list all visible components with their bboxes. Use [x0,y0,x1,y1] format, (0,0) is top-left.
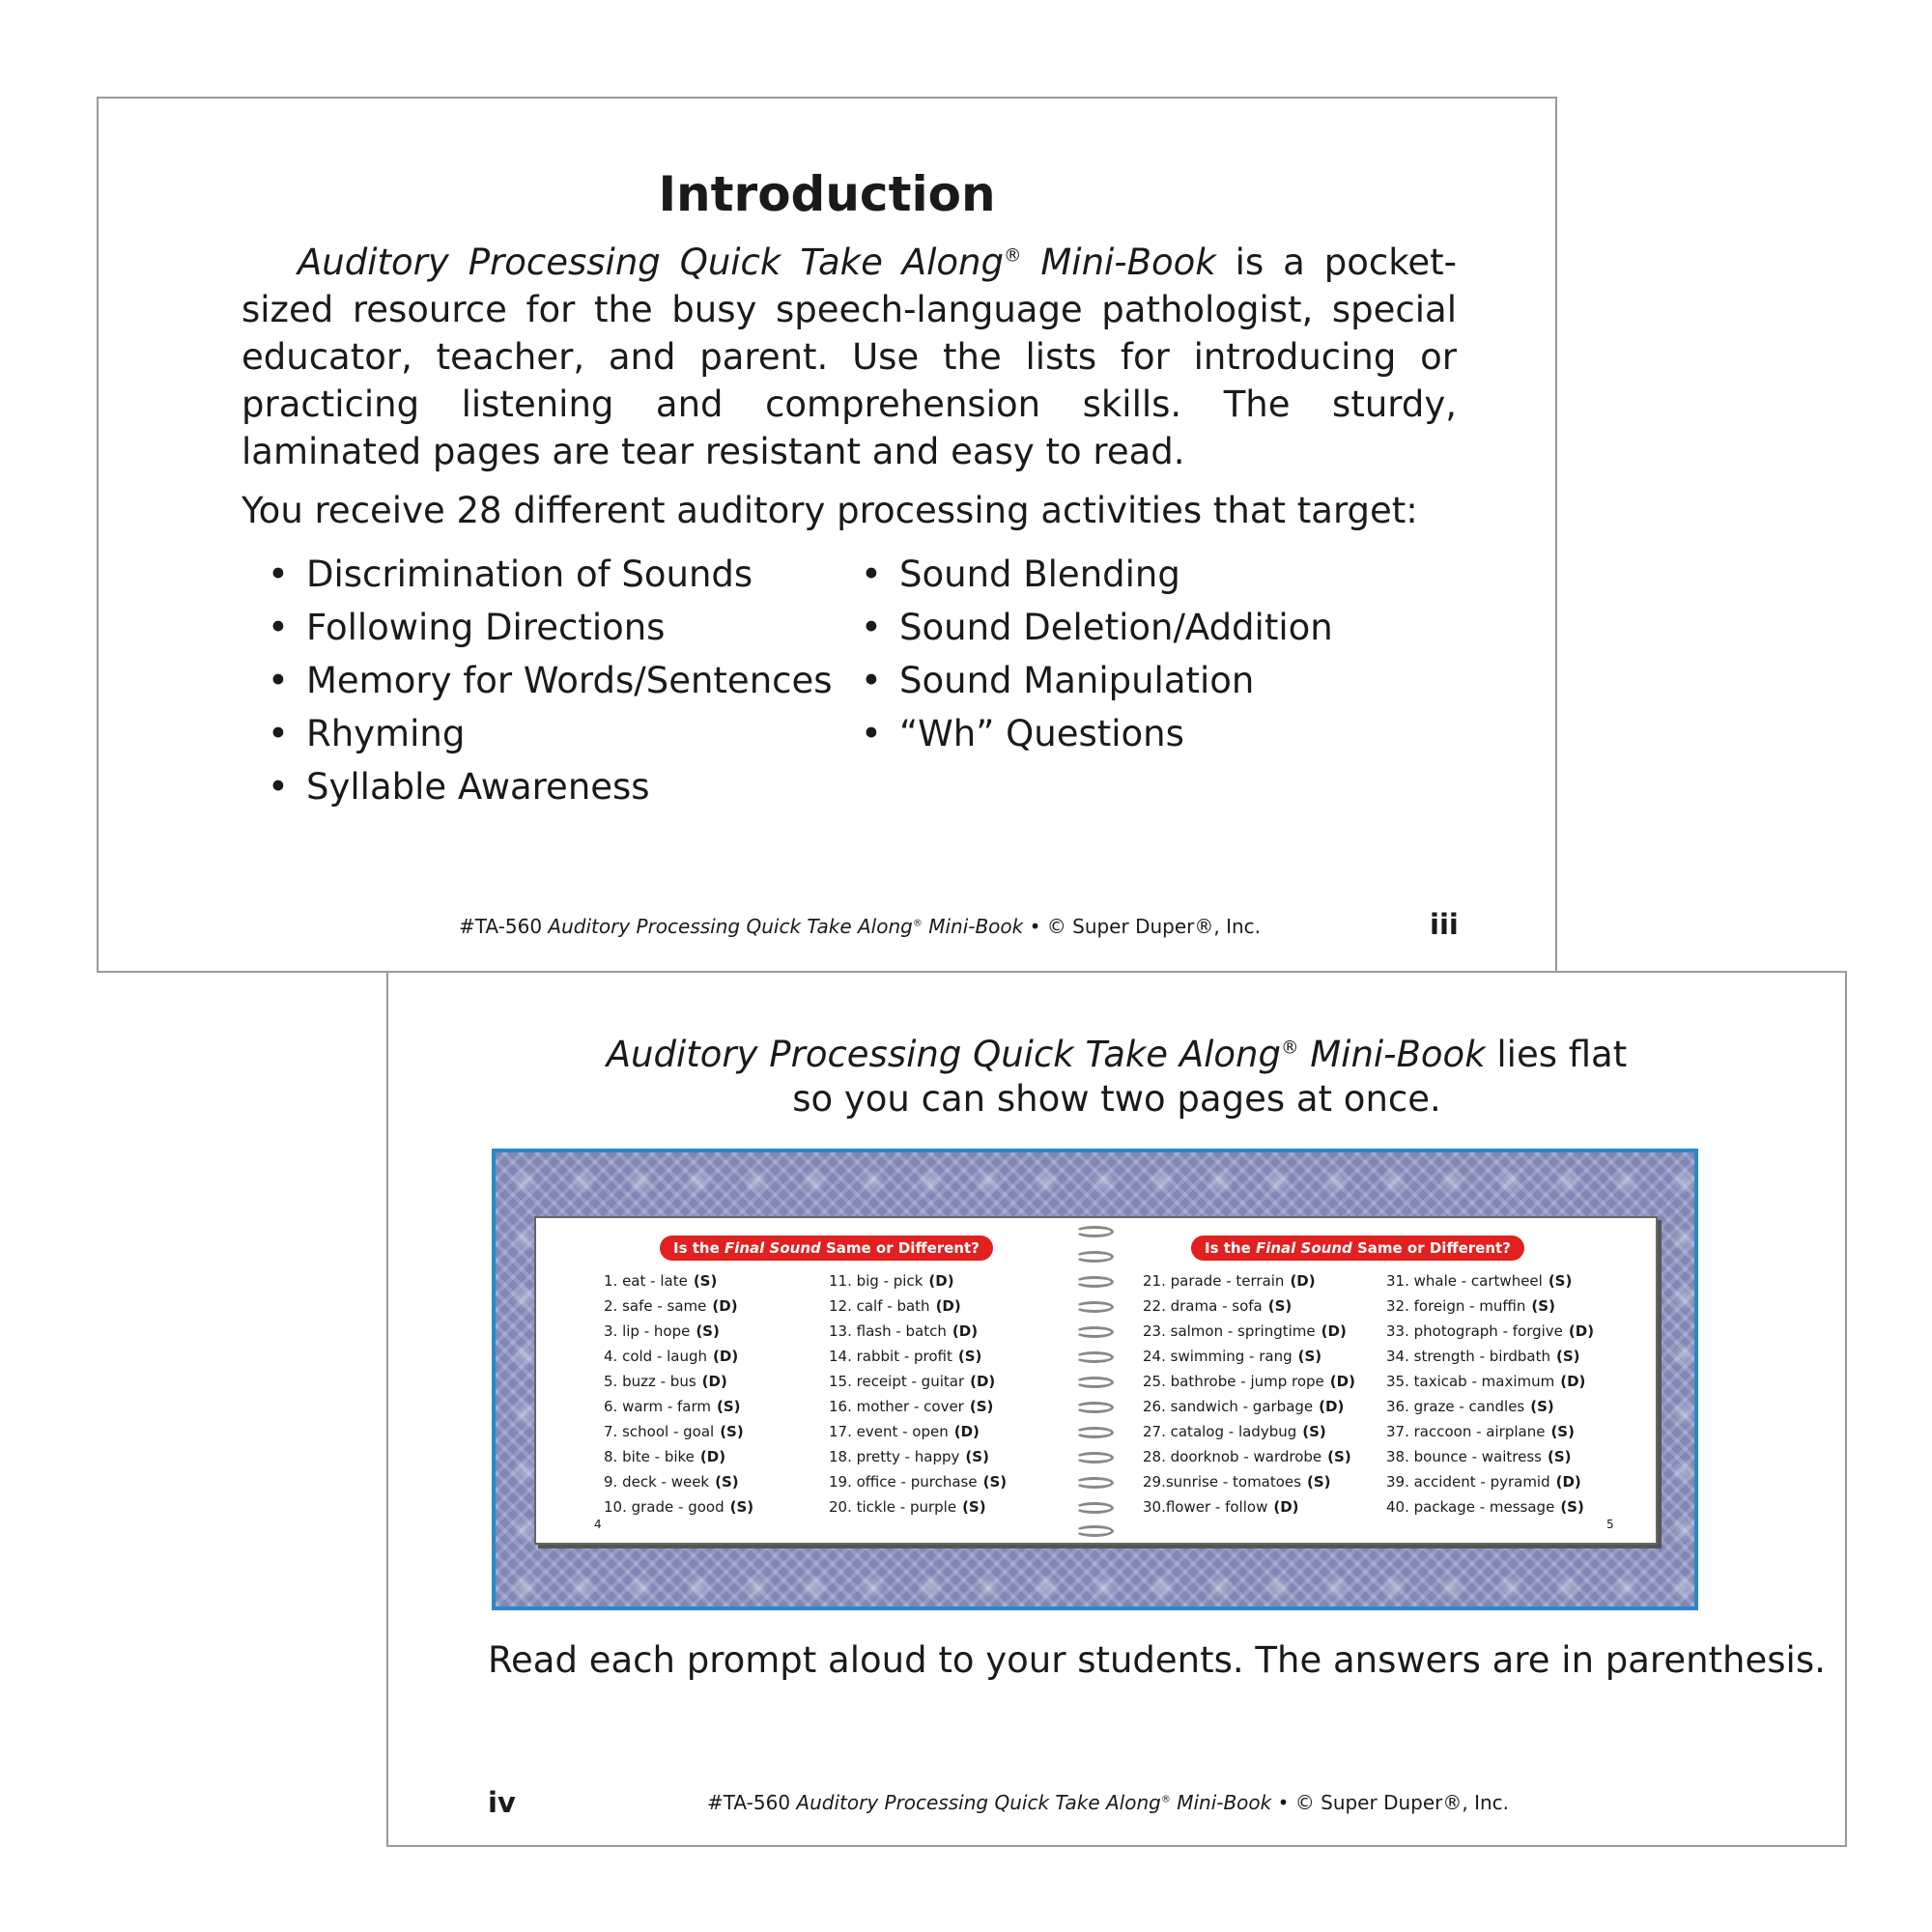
bullet-item: • Memory for Words/Sentences [306,654,833,707]
list-item: 9. deck - week (S) [604,1473,739,1491]
binding-ring [1075,1276,1114,1288]
page-footer: #TA-560 Auditory Processing Quick Take Along® Mini-Book • © Super Duper®, Inc. [459,915,1262,938]
binding-ring [1075,1326,1114,1338]
list-item: 34. strength - birdbath (S) [1386,1348,1580,1365]
page-number: iv [488,1786,516,1819]
list-item: 30.flower - follow (D) [1143,1498,1299,1516]
list-item: 32. foreign - muffin (S) [1386,1297,1555,1315]
list-item: 38. bounce - waitress (S) [1386,1448,1572,1465]
bullet-item: • Following Directions [306,601,833,654]
list-item: 19. office - purchase (S) [829,1473,1008,1491]
list-item: 12. calf - bath (D) [829,1297,961,1315]
list-item: 8. bite - bike (D) [604,1448,726,1465]
binding-ring [1075,1402,1114,1413]
list-item: 11. big - pick (D) [829,1272,954,1290]
book-page-right [1114,1218,1650,1543]
page-iii [97,97,1557,973]
list-item: 35. taxicab - maximum (D) [1386,1373,1586,1390]
list-item: 21. parade - terrain (D) [1143,1272,1316,1290]
receive-text: You receive 28 different auditory processing activities that target: [242,490,1418,531]
list-item: 14. rabbit - profit (S) [829,1348,982,1365]
list-item: 13. flash - batch (D) [829,1322,979,1340]
list-item: 10. grade - good (S) [604,1498,754,1516]
list-item: 17. event - open (D) [829,1423,980,1440]
binding-ring [1075,1502,1114,1514]
list-item: 31. whale - cartwheel (S) [1386,1272,1573,1290]
word-pair-list [829,1268,1007,1520]
list-item: 23. salmon - springtime (D) [1143,1322,1347,1340]
book-page-left [544,1218,1085,1543]
list-item: 18. pretty - happy (S) [829,1448,989,1465]
word-pair-list [1386,1268,1594,1520]
bullet-item: • Syllable Awareness [306,760,833,813]
list-item: 1. eat - late (S) [604,1272,718,1290]
list-item: 24. swimming - rang (S) [1143,1348,1322,1365]
mini-book-photo [492,1149,1698,1610]
list-item: 40. package - message (S) [1386,1498,1584,1516]
list-item: 4. cold - laugh (D) [604,1348,739,1365]
binding-ring [1075,1301,1114,1313]
list-item: 7. school - goal (S) [604,1423,744,1440]
list-item: 27. catalog - ladybug (S) [1143,1423,1326,1440]
list-item: 37. raccoon - airplane (S) [1386,1423,1575,1440]
list-item: 2. safe - same (D) [604,1297,738,1315]
list-item: 6. warm - farm (S) [604,1398,741,1415]
bullet-list-left [306,548,833,813]
list-item: 33. photograph - forgive (D) [1386,1322,1595,1340]
binding-ring [1075,1452,1114,1463]
list-item: 22. drama - sofa (S) [1143,1297,1293,1315]
list-item: 29.sunrise - tomatoes (S) [1143,1473,1331,1491]
bullet-item: • Rhyming [306,707,833,760]
bullet-item: • “Wh” Questions [899,707,1333,760]
list-item: 26. sandwich - garbage (D) [1143,1398,1345,1415]
activity-banner: Is the Final Sound Same or Different? [1191,1236,1524,1261]
binding-ring [1075,1226,1114,1237]
photo-caption: Auditory Processing Quick Take Along® Mini-Book lies flat so you can show two pages at once. [606,1034,1628,1120]
book-page-number: 5 [1606,1518,1614,1531]
binding-ring [1075,1377,1114,1388]
binding-ring [1075,1351,1114,1363]
page-footer: #TA-560 Auditory Processing Quick Take Along® Mini-Book • © Super Duper®, Inc. [707,1791,1510,1814]
list-item: 5. buzz - bus (D) [604,1373,727,1390]
word-pair-list [604,1268,753,1520]
page-title: Introduction [658,166,996,222]
page-iv [386,971,1847,1847]
intro-body: is a pocket-sized resource for the busy speech-language pathologist, special educator, teacher, and parent. Use the lists for introducing or practicing listening and comprehension skills. The sturdy, laminated pages are tear resistant and easy to read. [242,242,1457,472]
bullet-item: • Sound Blending [899,548,1333,601]
intro-book-title: Auditory Processing Quick Take Along® Mini-Book [298,242,1216,283]
list-item: 15. receipt - guitar (D) [829,1373,996,1390]
list-item: 16. mother - cover (S) [829,1398,994,1415]
open-book [534,1216,1658,1545]
list-item: 25. bathrobe - jump rope (D) [1143,1373,1355,1390]
bullet-item: • Sound Deletion/Addition [899,601,1333,654]
bullet-item: • Discrimination of Sounds [306,548,833,601]
binding-ring [1075,1525,1114,1537]
bullet-item: • Sound Manipulation [899,654,1333,707]
activity-banner: Is the Final Sound Same or Different? [660,1236,993,1261]
binding-ring [1075,1427,1114,1438]
read-instructions: Read each prompt aloud to your students. The answers are in parenthesis. [488,1639,1826,1681]
binding-ring [1075,1477,1114,1489]
intro-paragraph [242,239,1457,475]
list-item: 3. lip - hope (S) [604,1322,720,1340]
page-number: iii [1430,908,1459,941]
list-item: 20. tickle - purple (S) [829,1498,986,1516]
list-item: 36. graze - candles (S) [1386,1398,1554,1415]
book-page-number: 4 [594,1518,602,1531]
list-item: 28. doorknob - wardrobe (S) [1143,1448,1351,1465]
binding-ring [1075,1251,1114,1263]
list-item: 39. accident - pyramid (D) [1386,1473,1581,1491]
word-pair-list [1143,1268,1355,1520]
bullet-list-right [899,548,1333,760]
